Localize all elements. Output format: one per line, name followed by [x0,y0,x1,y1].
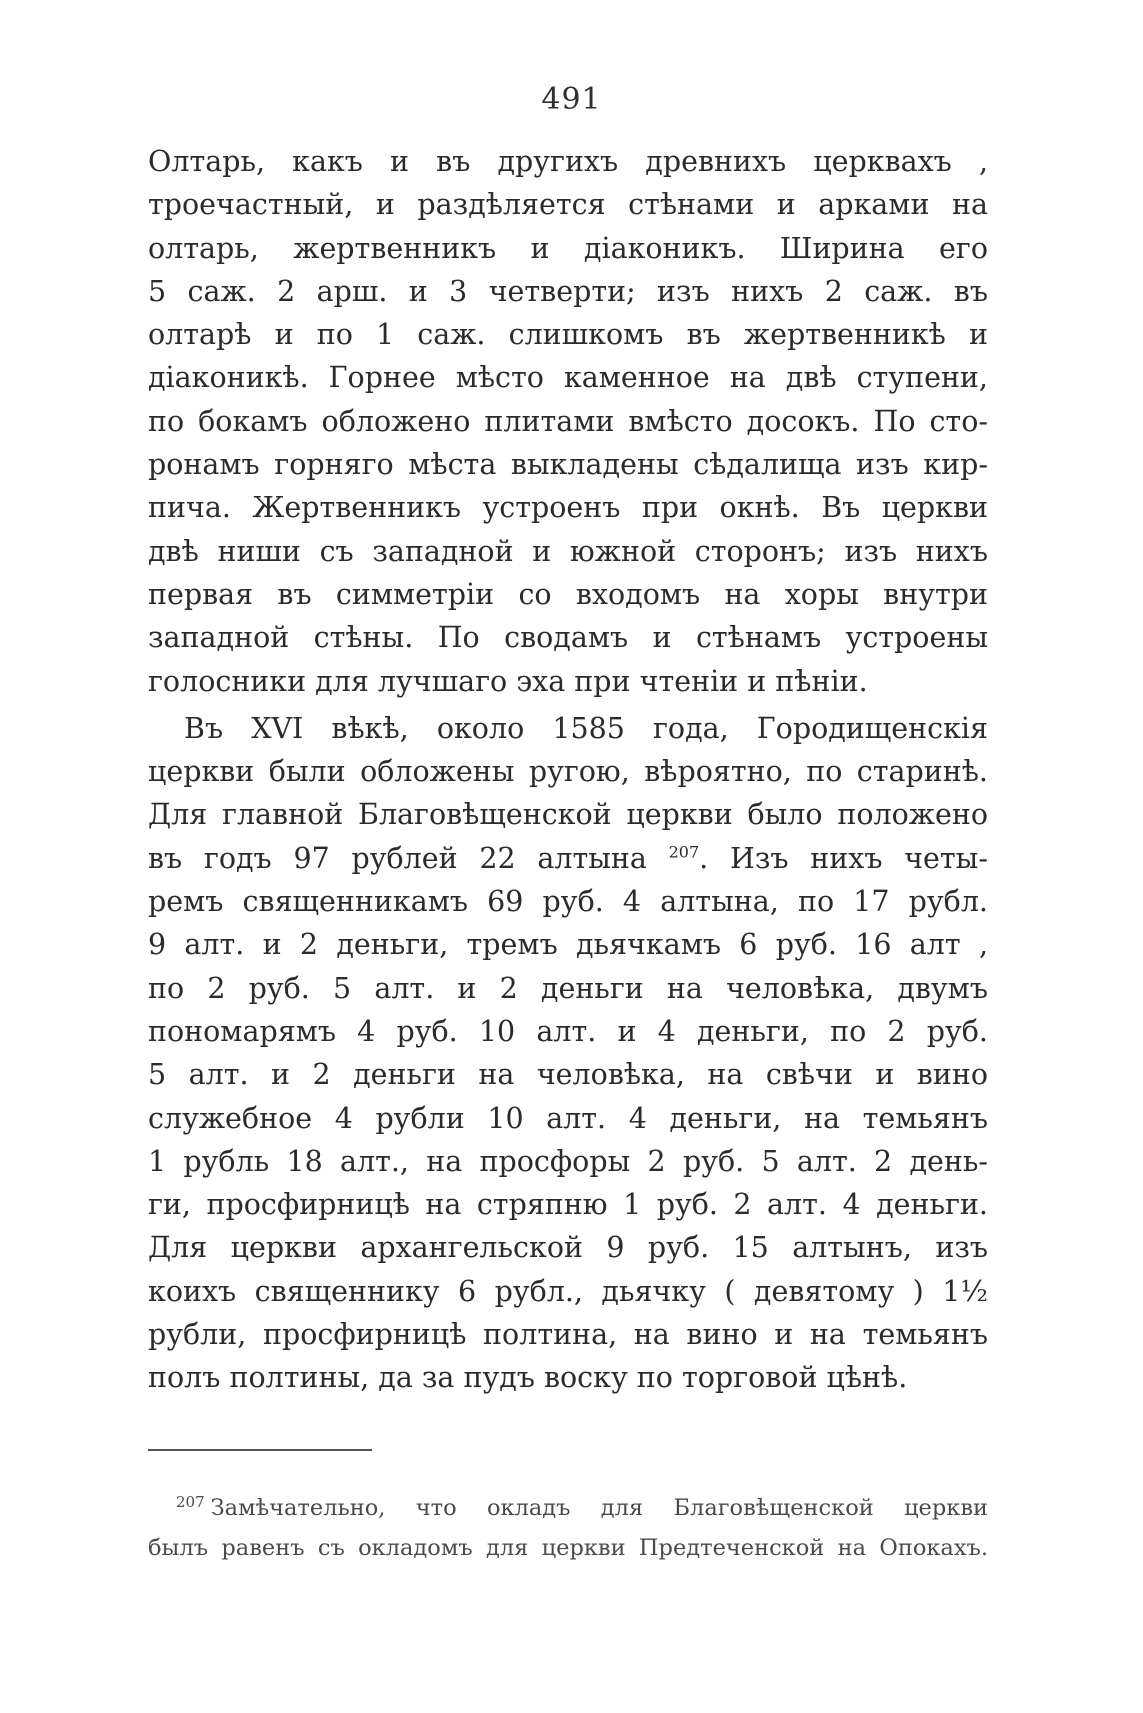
text-line: Въ XVI вѣкѣ, около 1585 года, Городищенскія [184,711,988,745]
text-line: коихъ священнику 6 рубл., дьячку ( девятому ) 1½ [148,1274,988,1308]
main-text [148,140,988,1400]
text-line-with-footnote-ref [148,837,988,880]
text-line: олтарѣ и по 1 саж. слишкомъ въ жертвенникѣ и [148,318,988,352]
text-line: 1 рубль 18 алт., на просфоры 2 руб. 5 алт. 2 день- [148,1144,988,1178]
text-line: Для главной Благовѣщенской церкви было положено [148,798,988,832]
footnote-reference[interactable]: 207 [668,842,700,862]
text-line: олтарь, жертвенникъ и діаконикъ. Ширина его [148,231,988,265]
text-line: церкви были обложены ругою, вѣроятно, по старинѣ. [148,755,988,789]
text-line: Для церкви архангельской 9 руб. 15 алтынъ, изъ [148,1231,988,1265]
text-line: двѣ ниши съ западной и южной сторонъ; изъ нихъ [148,534,988,568]
text-line: ремъ священникамъ 69 руб. 4 алтына, по 17 рубл. [148,885,988,919]
footnote-line: былъ равенъ съ окладомъ для церкви Предтеченской на Опокахъ. [148,1535,988,1561]
footnote-line [176,1488,988,1528]
text-line: ги, просфирницѣ на стряпню 1 руб. 2 алт. 4 деньги. [148,1188,988,1222]
text-line: ронамъ горняго мѣста выкладены сѣдалища изъ кир- [148,448,988,482]
text-line: голосники для лучшаго эха при чтеніи и пѣніи. [148,664,868,698]
text-line: служебное 4 рубли 10 алт. 4 деньги, на темьянъ [148,1101,988,1135]
text-line: діаконикѣ. Горнее мѣсто каменное на двѣ ступени, [148,361,988,395]
paragraph-1 [148,140,988,703]
text-line: 5 саж. 2 арш. и 3 четверти; изъ нихъ 2 саж. въ [148,274,988,308]
text-line: Олтарь, какъ и въ другихъ древнихъ церквахъ , [148,145,988,178]
footnote [148,1488,988,1568]
text-line: по 2 руб. 5 алт. и 2 деньги на человѣка, двумъ [148,971,988,1005]
paragraph-2 [148,707,988,1400]
text-line: полъ полтины, да за пудъ воску по торговой цѣнѣ. [148,1361,908,1395]
text-line: западной стѣны. По сводамъ и стѣнамъ устроены [148,621,988,655]
text-segment: въ годъ 97 рублей 22 алтына [148,841,647,875]
footnote-text: Замѣчательно, что окладъ для Благовѣщенской церкви [210,1495,988,1521]
text-line: первая въ симметріи со входомъ на хоры внутри [148,577,988,611]
text-line: пономарямъ 4 руб. 10 алт. и 4 деньги, по 2 руб. [148,1014,988,1048]
footnote-number: 207 [176,1492,205,1511]
page-number: 491 [541,82,602,117]
text-segment: . Изъ нихъ четы- [699,841,988,875]
text-line: пича. Жертвенникъ устроенъ при окнѣ. Въ церкви [148,491,988,525]
text-line: 5 алт. и 2 деньги на человѣка, на свѣчи и вино [148,1058,988,1092]
text-line: рубли, просфирницѣ полтина, на вино и на темьянъ [148,1318,988,1352]
text-line: 9 алт. и 2 деньги, тремъ дьячкамъ 6 руб. 16 алт , [148,928,988,962]
text-line: по бокамъ обложено плитами вмѣсто досокъ. По сто- [148,404,988,438]
text-line: троечастный, и раздѣляется стѣнами и арками на [148,188,988,222]
footnote-divider [148,1449,372,1451]
